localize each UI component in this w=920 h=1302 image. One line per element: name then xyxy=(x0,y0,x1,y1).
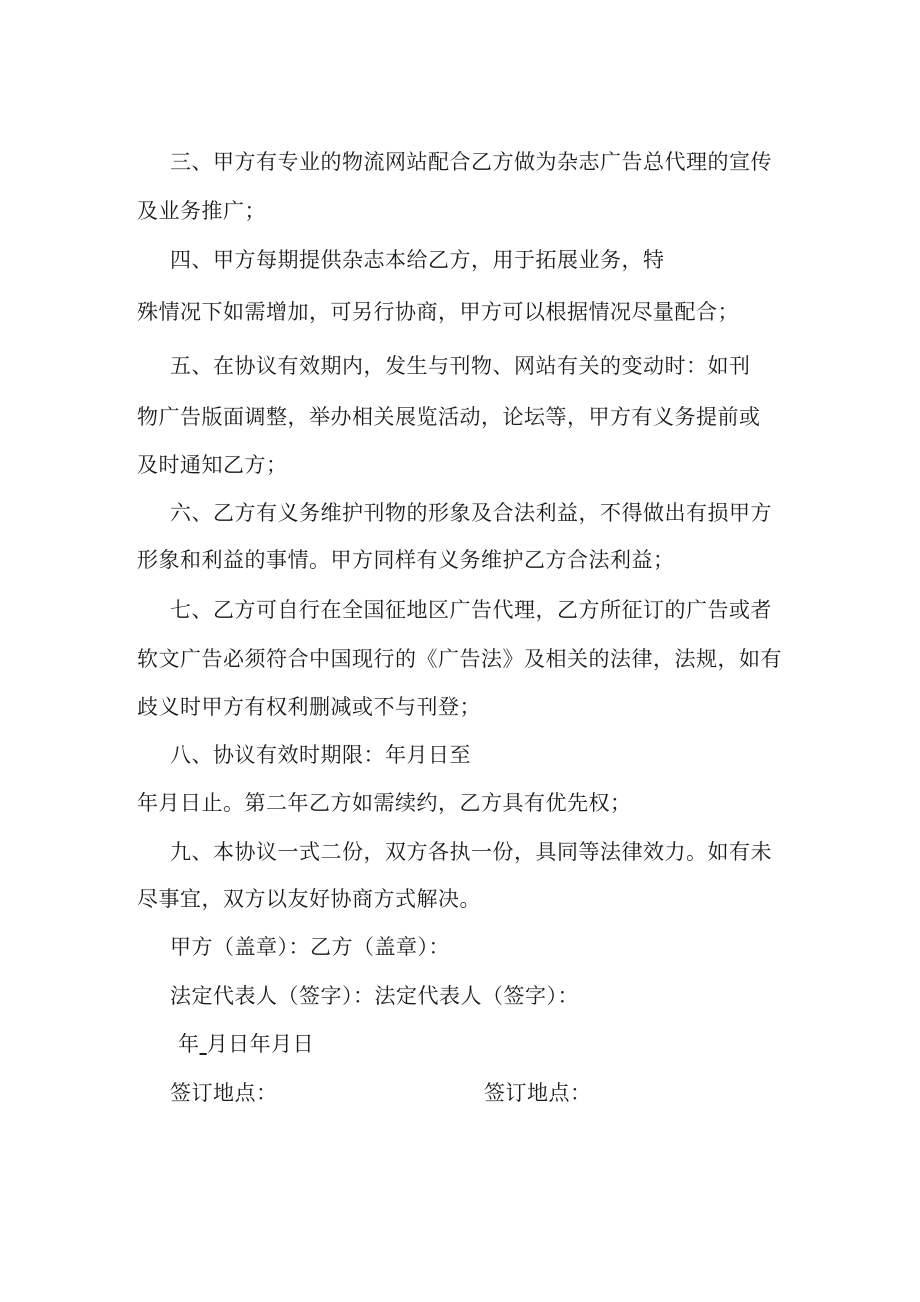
date-line-part-2: 月日年月日 xyxy=(206,1032,315,1056)
clause-3-line-1: 三、甲方有专业的物流网站配合乙方做为杂志广告总代理的宣传 xyxy=(170,150,772,174)
clause-6-line-2: 形象和利益的事情。甲方同样有义务维护乙方合法利益； xyxy=(137,548,675,572)
clause-5-line-3: 及时通知乙方； xyxy=(137,453,288,477)
sign-place-left: 签订地点： xyxy=(170,1081,278,1105)
legal-rep-signature-line: 法定代表人（签字）：法定代表人（签字）： xyxy=(170,984,579,1008)
clause-7-line-1: 七、乙方可自行在全国征地区广告代理，乙方所征订的广告或者 xyxy=(170,598,772,622)
clause-3-line-2: 及业务推广； xyxy=(137,199,266,223)
clause-9-line-1: 九、本协议一式二份，双方各执一份，具同等法律效力。如有未 xyxy=(170,840,772,864)
sign-place-right: 签订地点： xyxy=(484,1081,592,1105)
clause-9-line-2: 尽事宜，双方以友好协商方式解决。 xyxy=(137,887,481,911)
clause-6-line-1: 六、乙方有义务维护刊物的形象及合法利益，不得做出有损甲方 xyxy=(170,501,772,525)
clause-7-line-2: 软文广告必须符合中国现行的《广告法》及相关的法律，法规，如有 xyxy=(137,647,782,671)
clause-7-line-3: 歧义时甲方有权利删减或不与刊登； xyxy=(137,695,481,719)
clause-4-line-1: 四、甲方每期提供杂志本给乙方，用于拓展业务，特 xyxy=(170,248,665,272)
clause-4-line-2: 殊情况下如需增加，可另行协商，甲方可以根据情况尽量配合； xyxy=(137,300,739,324)
clause-8-line-1: 八、协议有效时期限：年月日至 xyxy=(170,743,471,767)
party-seal-line: 甲方（盖章）：乙方（盖章）： xyxy=(170,935,450,959)
date-blank xyxy=(200,1032,207,1056)
date-line-part-1: 年 xyxy=(178,1032,200,1056)
clause-5-line-1: 五、在协议有效期内，发生与刊物、网站有关的变动时：如刊 xyxy=(170,354,751,378)
clause-8-line-2: 年月日止。第二年乙方如需续约，乙方具有优先权； xyxy=(137,791,632,815)
date-line xyxy=(178,1030,314,1058)
clause-5-line-2: 物广告版面调整，举办相关展览活动，论坛等，甲方有义务提前或 xyxy=(137,405,761,429)
